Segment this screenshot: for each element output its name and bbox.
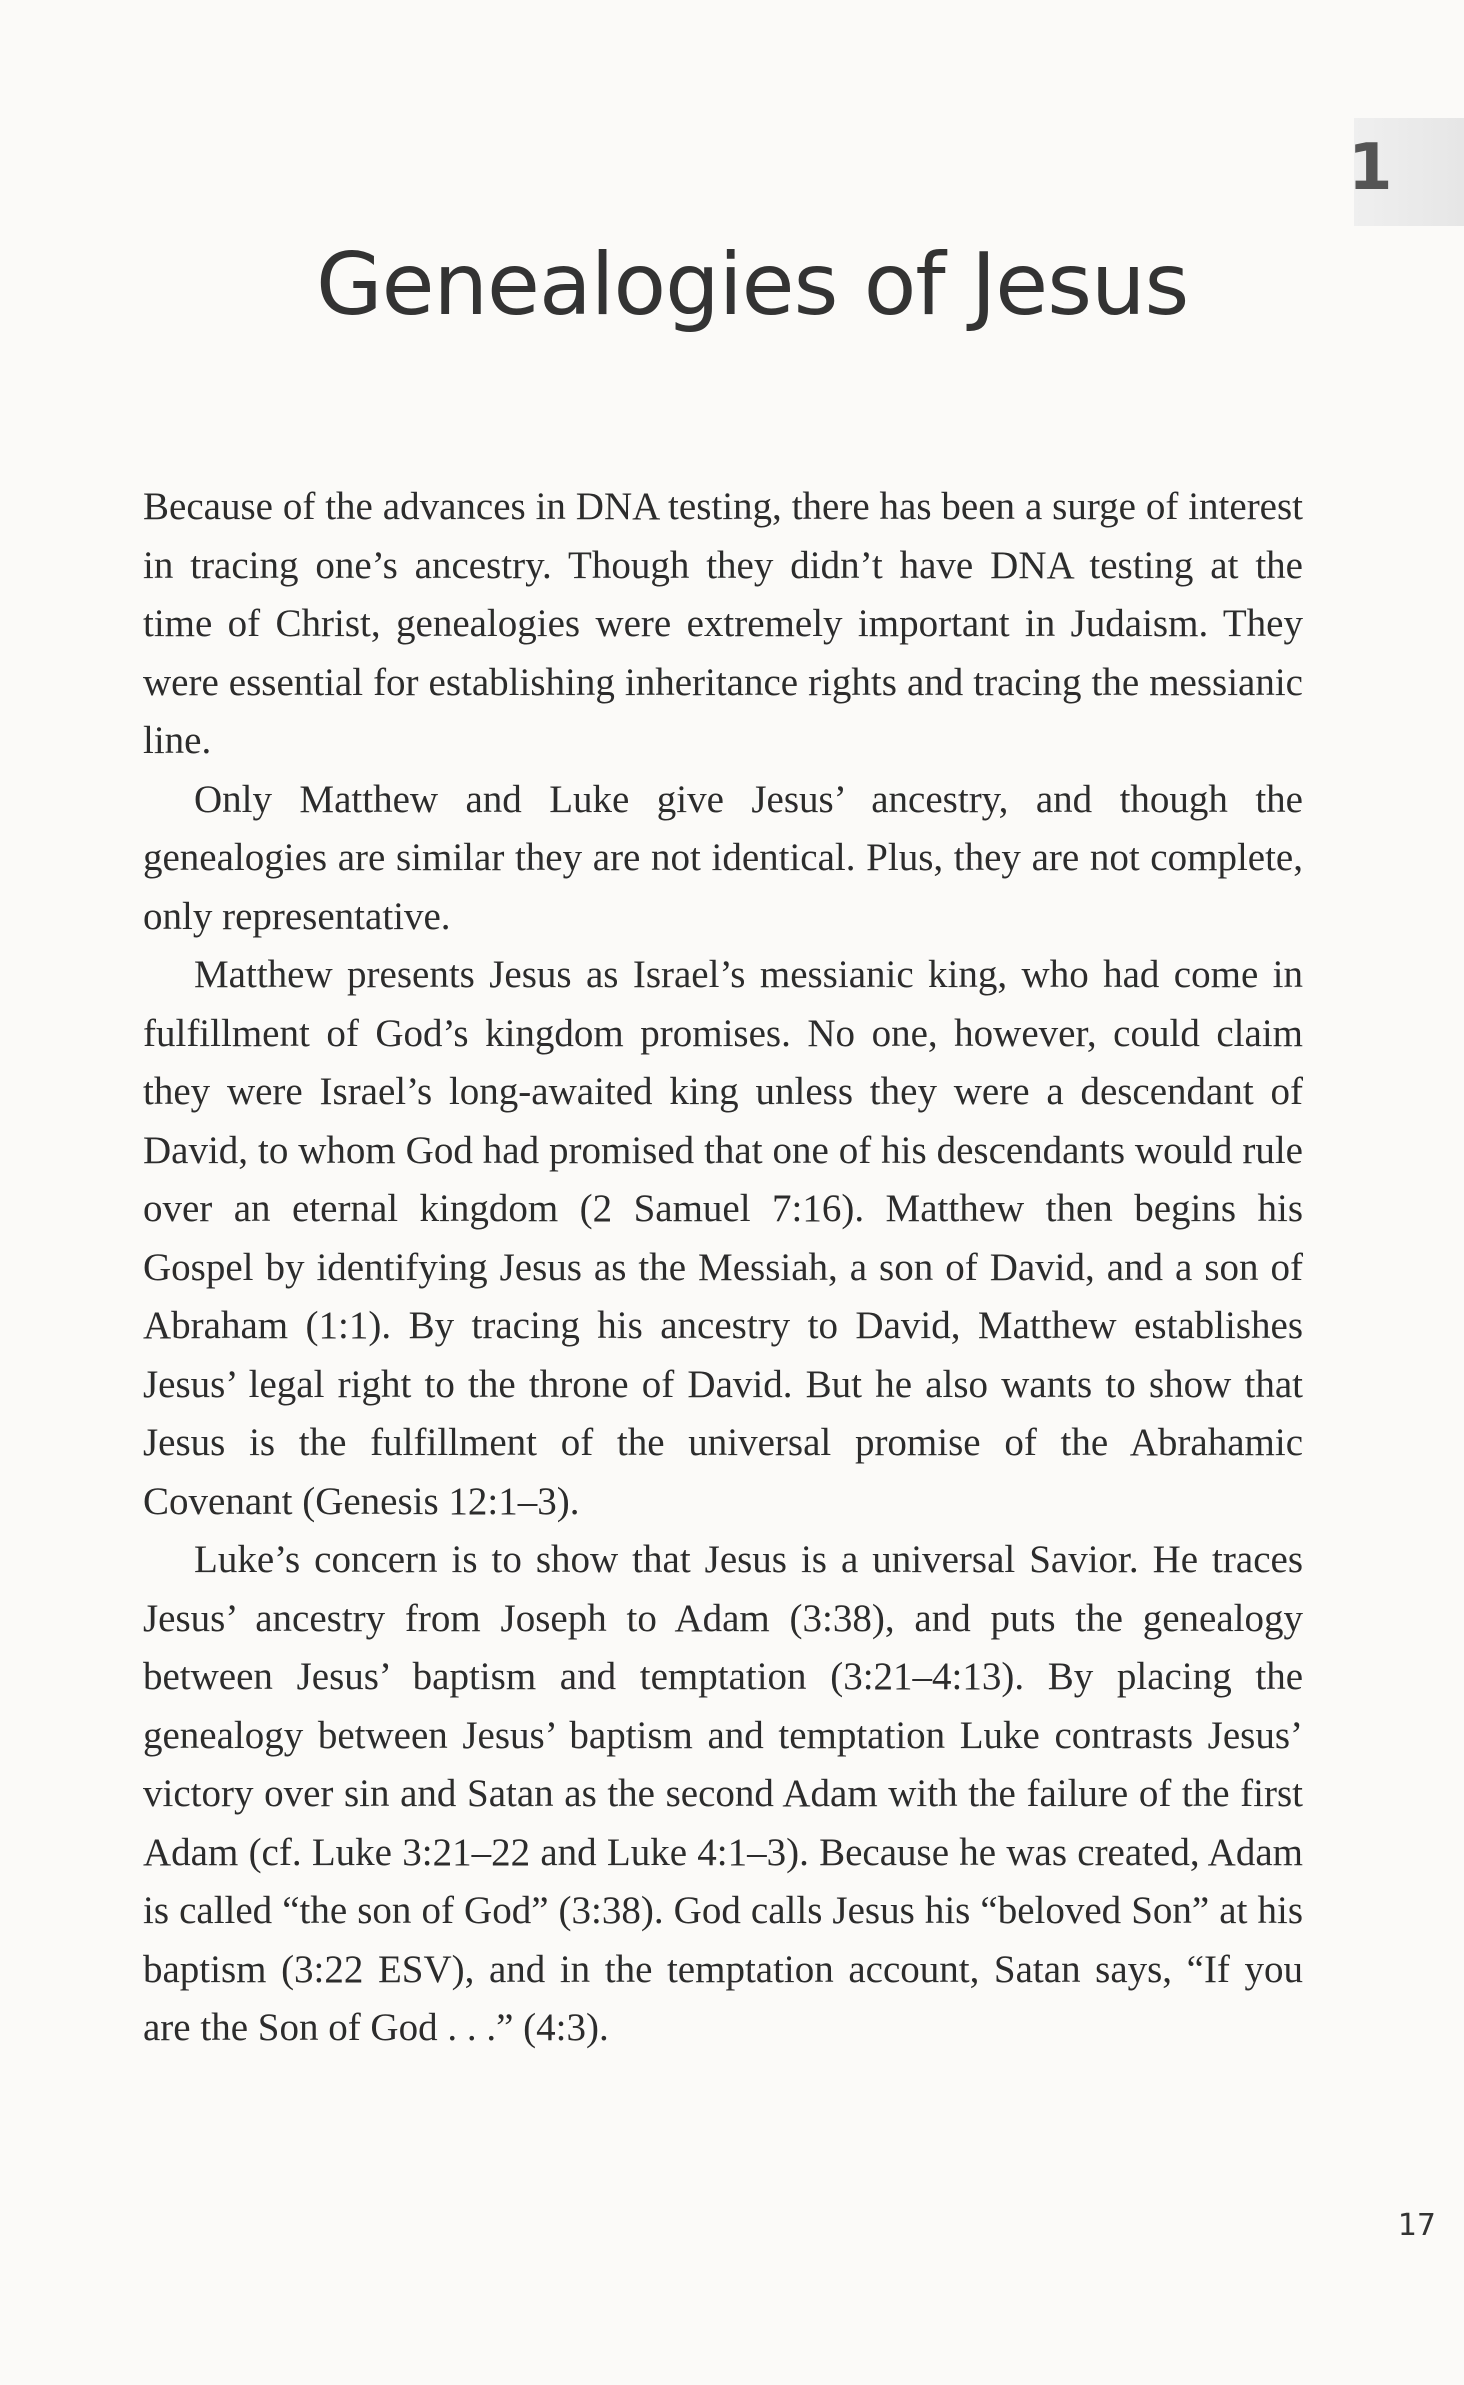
chapter-number: 1 bbox=[1348, 131, 1393, 205]
body-text bbox=[143, 478, 1303, 2058]
paragraph-1: Because of the advances in DNA testing, there has been a surge of interest in tracing one’s ancestry. Though they didn’t have DNA testing at the time of Christ, genealogies were extremely important in Judaism. They were essential for establishing inheritance rights and tracing the messianic line. bbox=[143, 485, 1303, 762]
page-title: Genealogies of Jesus bbox=[316, 235, 1189, 335]
paragraph-2: Only Matthew and Luke give Jesus’ ancestry, and though the genealogies are similar they are not identical. Plus, they are not complete, only representative. bbox=[143, 777, 1303, 938]
paragraph-3: Matthew presents Jesus as Israel’s messianic king, who had come in fulfillment of God’s kingdom promises. No one, however, could claim they were Israel’s long-awaited king unless they were a descendant of David, to whom God had promised that one of his descendants would rule over an eternal kingdom (2 Samuel 7:16). Matthew then begins his Gospel by identifying Jesus as the Messiah, a son of David, and a son of Abraham (1:1). By tracing his ancestry to David, Matthew establishes Jesus’ legal right to the throne of David. But he also wants to show that Jesus is the fulfillment of the universal promise of the Abrahamic Covenant (Genesis 12:1–3). bbox=[143, 953, 1303, 1523]
paragraph-4: Luke’s concern is to show that Jesus is a universal Savior. He traces Jesus’ ancestry from Joseph to Adam (3:38), and puts the genealogy between Jesus’ baptism and temptation (3:21–4:13). By placing the genealogy between Jesus’ baptism and temptation Luke contrasts Jesus’ victory over sin and Satan as the second Adam with the failure of the first Adam (cf. Luke 3:21–22 and Luke 4:1–3). Because he was created, Adam is called “the son of God” (3:38). God calls Jesus his “beloved Son” at his baptism (3:22 ESV), and in the temptation account, Satan says, “If you are the Son of God . . .” (4:3). bbox=[143, 1538, 1303, 2049]
page-number: 17 bbox=[1397, 2208, 1436, 2243]
